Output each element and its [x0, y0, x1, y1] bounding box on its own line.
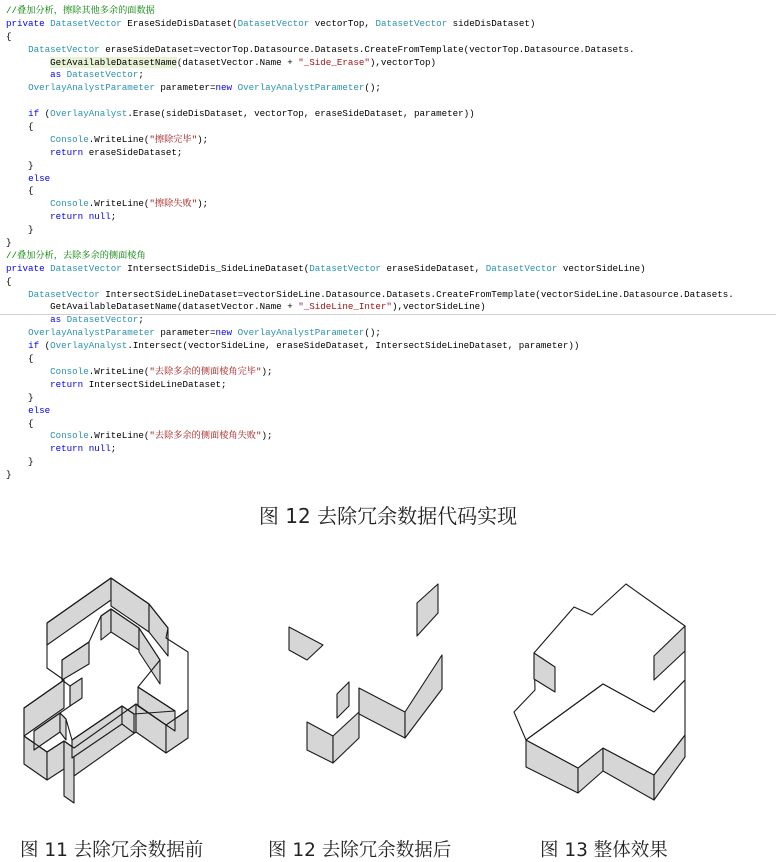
code-token: DatasetVector: [28, 43, 100, 55]
figure-13-caption: 图 13 整体效果: [540, 840, 668, 861]
code-token: DatasetVector: [237, 17, 310, 29]
code-token: "_Side_Erase": [298, 56, 370, 68]
code-token: {: [6, 185, 34, 197]
code-token: if: [28, 108, 45, 120]
code-token: parameter=: [154, 327, 216, 339]
code-token: {: [6, 417, 34, 429]
code-token: as: [50, 314, 67, 326]
code-token: OverlayAnalyst: [50, 340, 128, 352]
code-token: }: [6, 159, 34, 171]
code-token: DatasetVector: [28, 288, 100, 300]
code-token: }: [6, 237, 12, 249]
code-token: );: [261, 430, 273, 442]
figure-12-caption: 图 12 去除冗余数据后: [268, 840, 452, 861]
code-token: IntersectSideDis_SideLineDataset(: [121, 262, 310, 274]
code-token: OverlayAnalystParameter: [237, 82, 365, 94]
code-figure-caption: 图 12 去除冗余数据代码实现: [258, 504, 518, 528]
code-token: DatasetVector: [50, 17, 122, 29]
code-token: if: [28, 340, 45, 352]
code-token: .WriteLine(: [88, 133, 150, 145]
code-token: "去除多余的侧面棱角完毕": [149, 365, 262, 377]
code-token: ),vectorTop): [369, 56, 437, 68]
code-token: Console: [50, 365, 89, 377]
code-token: eraseSideDataset;: [88, 146, 183, 158]
code-token: "擦除完毕": [149, 133, 198, 145]
code-token: null: [88, 211, 111, 223]
code-token: {: [6, 353, 34, 365]
code-token: DatasetVector: [50, 262, 122, 274]
code-token: sideDisDataset): [447, 17, 536, 29]
code-token: ;: [138, 69, 144, 81]
code-token: else: [28, 404, 51, 416]
code-token: parameter=: [154, 82, 216, 94]
code-token: "去除多余的侧面棱角失败": [149, 430, 262, 442]
code-token: Console: [50, 430, 89, 442]
code-token: }: [6, 391, 34, 403]
code-token: );: [197, 198, 209, 210]
code-token: GetAvailableDatasetName: [50, 56, 177, 68]
code-token: //叠加分析，去除多余的侧面棱角: [6, 249, 146, 261]
code-token: ;: [110, 211, 117, 223]
code-token: return: [50, 443, 89, 455]
code-token: (: [44, 108, 51, 120]
code-token: DatasetVector: [309, 262, 381, 274]
code-token: OverlayAnalystParameter: [28, 327, 155, 339]
code-token: else: [28, 172, 51, 184]
code-token: return: [50, 211, 89, 223]
code-token: .Intersect(vectorSideLine, eraseSideDataset, IntersectSideLineDataset, parameter)): [127, 340, 580, 352]
code-token: DatasetVector: [375, 17, 448, 29]
code-token: ();: [364, 82, 381, 94]
code-token: //叠加分析，擦除其他多余的面数据: [6, 5, 155, 16]
figure-11-caption: 图 11 去除冗余数据前: [20, 840, 204, 861]
code-token: OverlayAnalystParameter: [28, 82, 155, 94]
code-token: }: [6, 456, 34, 468]
code-token: eraseSideDataset,: [380, 262, 486, 274]
code-token: .Erase(sideDisDataset, vectorTop, eraseSideDataset, parameter)): [127, 108, 475, 120]
code-token: IntersectSideLineDataset;: [88, 378, 227, 390]
code-token: );: [197, 133, 209, 145]
code-token: .WriteLine(: [88, 430, 150, 442]
code-token: Console: [50, 133, 89, 145]
code-token: vectorTop,: [309, 17, 376, 29]
code-token: Console: [50, 198, 89, 210]
code-token: IntersectSideLineDataset=vectorSideLine.Datasource.Datasets.CreateFromTemplate(vectorSideLine.Datasource.Datasets.: [99, 288, 734, 300]
code-token: OverlayAnalyst: [50, 108, 128, 120]
code-token: private: [6, 17, 51, 29]
code-token: }: [6, 224, 34, 236]
code-token: (: [44, 340, 51, 352]
code-token: EraseSideDisDataset(: [121, 17, 238, 29]
code-token: "_SideLine_Inter": [298, 301, 392, 313]
code-token: new: [215, 82, 238, 94]
code-token: null: [88, 443, 111, 455]
code-token: new: [215, 327, 238, 339]
code-token: private: [6, 262, 51, 274]
code-token: DatasetVector: [66, 314, 139, 326]
code-token: DatasetVector: [485, 262, 558, 274]
code-token: return: [50, 378, 89, 390]
code-token: as: [50, 69, 67, 81]
code-token: );: [261, 365, 273, 377]
code-token: OverlayAnalystParameter: [237, 327, 365, 339]
code-token: "擦除失败": [149, 198, 198, 210]
code-token: ();: [364, 327, 381, 339]
code-token: }: [6, 469, 12, 481]
code-token: .WriteLine(: [88, 365, 150, 377]
code-token: {: [6, 275, 12, 287]
code-token: ;: [110, 443, 117, 455]
code-token: return: [50, 146, 89, 158]
code-token: {: [6, 121, 34, 133]
code-token: ),vectorSideLine): [391, 301, 486, 313]
code-token: ;: [138, 314, 144, 326]
code-token: .WriteLine(: [88, 198, 150, 210]
code-token: DatasetVector: [66, 69, 139, 81]
code-token: {: [6, 30, 12, 42]
code-token: vectorSideLine): [557, 262, 646, 274]
code-token: GetAvailableDatasetName: [50, 301, 177, 313]
code-token: eraseSideDataset=vectorTop.Datasource.Datasets.CreateFromTemplate(vectorTop.Datasource.Datasets.: [99, 43, 635, 55]
code-token: (datasetVector.Name +: [176, 56, 299, 68]
code-token: (datasetVector.Name +: [176, 301, 299, 313]
